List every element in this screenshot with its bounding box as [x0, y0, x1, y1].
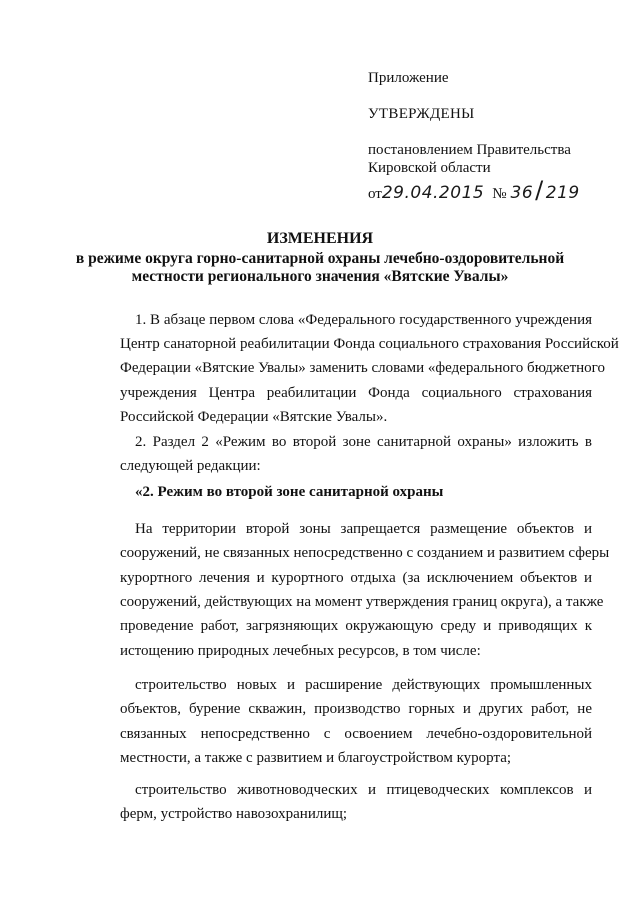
handwritten-date: 29.04.2015 — [381, 183, 485, 203]
body-line: сооружений, не связанных непосредственно с созданием и развитием сферы — [120, 545, 610, 561]
document-heading: ИЗМЕНЕНИЯ — [266, 230, 374, 247]
handwritten-number: 36 — [510, 183, 534, 203]
appendix-label: Приложение — [368, 70, 449, 86]
section-heading: «2. Режим во второй зоне санитарной охраны — [135, 484, 444, 500]
body-line: 2. Раздел 2 «Режим во второй зоне санитарной охраны» изложить в — [135, 434, 592, 450]
body-line: курортного лечения и курортного отдыха (за исключением объектов и — [120, 570, 592, 586]
date-number-line — [368, 176, 580, 204]
body-line: На территории второй зоны запрещается размещение объектов и — [135, 521, 592, 537]
body-line: 1. В абзаце первом слова «Федерального государственного учреждения — [135, 312, 592, 328]
approved-by-line1: постановлением Правительства — [368, 142, 571, 158]
body-line: Федерации «Вятские Увалы» заменить словами «федерального бюджетного — [120, 360, 605, 376]
handwritten-number-suffix: 219 — [545, 183, 580, 203]
document-subtitle-line2: местности регионального значения «Вятские Увалы» — [131, 268, 509, 285]
document-subtitle-line1: в режиме округа горно-санитарной охраны лечебно-оздоровительной — [75, 250, 565, 267]
body-line: Центр санаторной реабилитации Фонда социального страхования Российской — [120, 336, 619, 352]
body-line: учреждения Центра реабилитации Фонда социального страхования — [120, 385, 592, 401]
body-line: строительство животноводческих и птицеводческих комплексов и — [135, 782, 592, 798]
body-line: строительство новых и расширение действующих промышленных — [135, 677, 592, 693]
approved-label: УТВЕРЖДЕНЫ — [368, 106, 475, 122]
body-line: связанных непосредственно с освоением лечебно-оздоровительной — [120, 726, 592, 742]
body-line: Российской Федерации «Вятские Увалы». — [120, 409, 388, 425]
date-prefix: от — [368, 186, 382, 202]
approved-by-line2: Кировской области — [368, 160, 491, 176]
body-line: объектов, бурение скважин, производство горных и других работ, не — [120, 701, 592, 717]
number-prefix: № — [492, 186, 507, 202]
body-line: проведение работ, загрязняющих окружающую среду и приводящих к — [120, 618, 592, 634]
body-line: местности, а также с развитием и благоустройством курорта; — [120, 750, 512, 766]
body-line: ферм, устройство навозохранилищ; — [120, 806, 348, 822]
number-slash: / — [535, 176, 544, 204]
body-line: сооружений, действующих на момент утверждения границ округа), а также — [120, 594, 604, 610]
body-line: следующей редакции: — [120, 458, 261, 474]
body-line: истощению природных лечебных ресурсов, в том числе: — [120, 643, 481, 659]
